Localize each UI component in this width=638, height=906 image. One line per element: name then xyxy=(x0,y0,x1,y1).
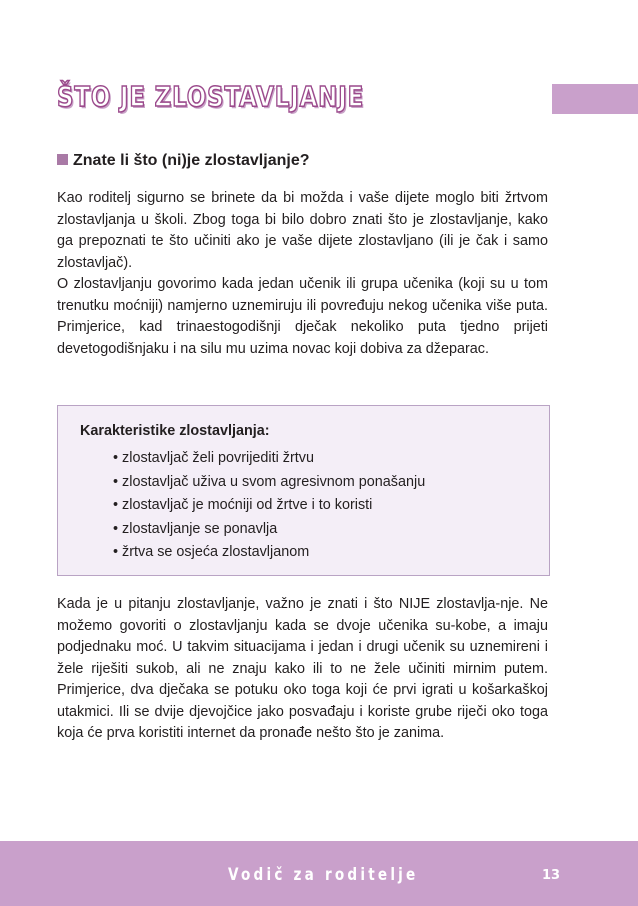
subheading-text: Znate li što (ni)je zlostavljanje? xyxy=(73,152,310,169)
subheading xyxy=(57,152,309,170)
page-title: ŠTO JE ZLOSTAVLJANJE xyxy=(57,80,365,113)
corner-tab xyxy=(552,84,638,114)
list-item: • zlostavljač želi povrijediti žrtvu xyxy=(113,447,425,471)
paragraph-intro: Kao roditelj sigurno se brinete da bi možda i vaše dijete moglo biti žrtvom zlostavljanja u školi. Zbog toga bi bilo dobro znati što je zlostavljanje, kako ga prepoznati te što učiniti ako je vaše dijete zlostavljano (ili je čak i samo zlostavljač). xyxy=(57,190,548,271)
paragraph-not-bullying: Kada je u pitanju zlostavljanje, važno je znati i što NIJE zlostavlja-nje. Ne možemo govoriti o zlostavljanju kada se dvoje učenika su-kobe, a imaju podjednaku moć. U takvim situacijama i jedan i drugi učenik su uznemireni i žele riješiti sukob, ali ne znaju kako ili to ne žele učiniti mirnim putem. Primjerice, dva dječaka se potuku oko toga koji će prvi igrati u košarkaškoj utakmici. Ili se dvije djevojčice jako posvađaju i koriste grube riječi oko toga koja će prva koristiti internet da pronađe nešto što je zanima. xyxy=(57,596,548,741)
characteristics-box xyxy=(57,405,550,576)
list-item: • zlostavljač je moćniji od žrtve i to koristi xyxy=(113,494,425,518)
characteristics-title: Karakteristike zlostavljanja: xyxy=(80,423,270,439)
footer-title: Vodič za roditelje xyxy=(228,865,419,885)
list-item: • zlostavljač uživa u svom agresivnom ponašanju xyxy=(113,471,425,495)
footer-bar xyxy=(0,841,638,906)
characteristics-list xyxy=(113,447,425,565)
list-item: • žrtva se osjeća zlostavljanom xyxy=(113,541,425,565)
square-bullet-icon xyxy=(57,154,68,165)
list-item: • zlostavljanje se ponavlja xyxy=(113,518,425,542)
paragraph-definition: O zlostavljanju govorimo kada jedan učenik ili grupa učenika (koji su u tom trenutku moćniji) namjerno uznemiruju ili povređuju nekog učenika više puta. Primjerice, kad trinaestogodišnji dječak nekoliko puta tjedno prijeti devetogodišnjaku i na silu mu uzima novac koji dobiva za džeparac. xyxy=(57,276,548,357)
page-number: 13 xyxy=(542,868,561,883)
